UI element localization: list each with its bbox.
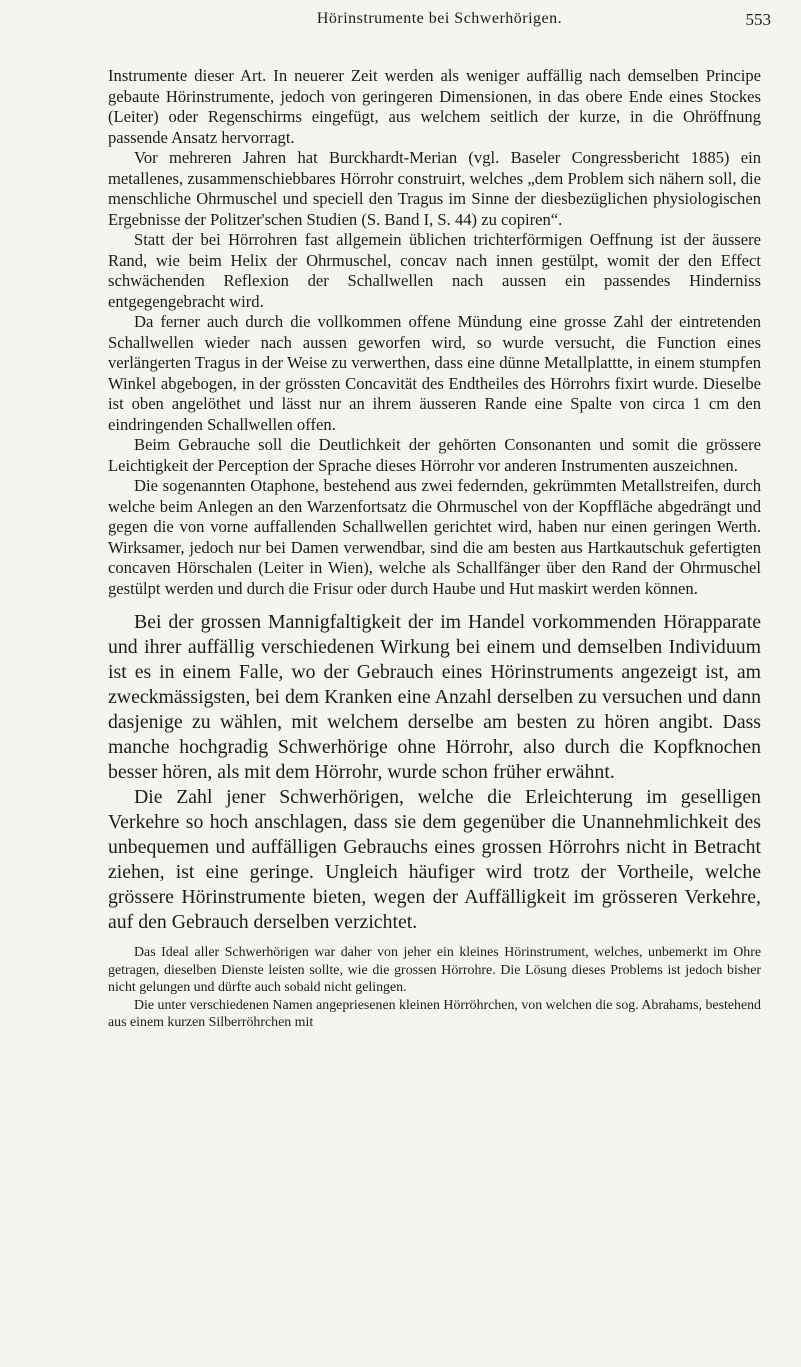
- running-title: Hörinstrumente bei Schwerhörigen.: [316, 10, 563, 27]
- running-header: [108, 10, 771, 34]
- paragraph: Die unter verschiedenen Namen angepriesenen kleinen Hörröhrchen, von welchen die sog. Abrahams, bestehend aus einem kurzen Silberröhrchen mit: [108, 997, 761, 1030]
- paragraph: Die Zahl jener Schwerhörigen, welche die Erleichterung im geselligen Verkehre so hoch anschlagen, dass sie dem gegenüber die Unannehmlichkeit des unbequemen und auffälligen Gebrauchs eines grossen Hörrohrs nicht in Betracht ziehen, ist eine geringe. Ungleich häufiger wird trotz der Vortheile, welche grössere Hörinstrumente bieten, wegen der Auffälligkeit im grösseren Verkehre, auf den Gebrauch derselben verzichtet.: [108, 786, 761, 933]
- paragraph: Instrumente dieser Art. In neuerer Zeit werden als weniger auffällig nach demselben Principe gebaute Hörinstrumente, jedoch von geringeren Dimensionen, in das obere Ende eines Stockes (Leiter) oder Regenschirms eingefügt, aus welchem seitlich der kurze, in die Ohröffnung passende Ansatz hervorragt.: [108, 66, 761, 147]
- section-small-print: [108, 66, 761, 599]
- body-text: [108, 66, 761, 1032]
- paragraph: Vor mehreren Jahren hat Burckhardt-Merian (vgl. Baseler Congressbericht 1885) ein metallenes, zusammenschiebbares Hörrohr construirt, welches „dem Problem sich nähern soll, die menschliche Ohrmuschel und speciell den Tragus im Sinne der diesbezüglichen physiologischen Ergebnisse der Politzer'schen Studien (S. Band I, S. 44) zu copiren“.: [108, 148, 761, 229]
- paragraph: Bei der grossen Mannigfaltigkeit der im Handel vorkommenden Hörapparate und ihrer auffällig verschiedenen Wirkung bei einem und demselben Individuum ist es in einem Falle, wo der Gebrauch eines Hörinstruments angezeigt ist, am zweckmässigsten, bei dem Kranken eine Anzahl derselben zu versuchen und dann dasjenige zu wählen, mit welchem derselbe am besten zu hören angibt. Dass manche hochgradig Schwerhörige ohne Hörrohr, also durch die Kopfknochen besser hören, als mit dem Hörrohr, wurde schon früher erwähnt.: [108, 611, 761, 783]
- page-number: 553: [745, 10, 771, 29]
- section-bottom-small-print: [108, 944, 761, 1032]
- paragraph: Das Ideal aller Schwerhörigen war daher von jeher ein kleines Hörinstrument, welches, unbemerkt im Ohre getragen, dieselben Dienste leisten sollte, wie die grossen Hörrohre. Die Lösung dieses Problems ist jedoch bisher nicht gelungen und dürfte auch sobald nicht gelingen.: [108, 945, 761, 995]
- paragraph: Die sogenannten Otaphone, bestehend aus zwei federnden, gekrümmten Metallstreifen, durch welche beim Anlegen an den Warzenfortsatz die Ohrmuschel von der Kopffläche abgedrängt und gegen die von vorne auffallenden Schallwellen gerichtet wird, haben nur einen geringen Werth. Wirksamer, jedoch nur bei Damen verwendbar, sind die am besten aus Hartkautschuk gefertigten concaven Hörschalen (Leiter in Wien), welche als Schallfänger über den Rand der Ohrmuschel gestülpt werden und durch die Frisur oder durch Haube und Hut maskirt werden können.: [108, 476, 761, 598]
- paragraph: Beim Gebrauche soll die Deutlichkeit der gehörten Consonanten und somit die grössere Leichtigkeit der Perception der Sprache dieses Hörrohr vor anderen Instrumenten auszeichnen.: [108, 435, 761, 475]
- section-large-print: [108, 610, 761, 935]
- paragraph: Statt der bei Hörrohren fast allgemein üblichen trichterförmigen Oeffnung ist der äussere Rand, wie beim Helix der Ohrmuschel, concav nach innen gestülpt, womit der den Effect schwächenden Reflexion der Schallwellen nach aussen ein passendes Hinderniss entgegengebracht wird.: [108, 230, 761, 311]
- paragraph: Da ferner auch durch die vollkommen offene Mündung eine grosse Zahl der eintretenden Schallwellen wieder nach aussen geworfen wird, so wurde versucht, die Function eines verlängerten Tragus in der Weise zu verwerthen, dass eine dünne Metallplattte, in einem stumpfen Winkel abgebogen, in der grössten Concavität des Endtheiles des Hörrohrs fixirt wurde. Dieselbe ist oben angelöthet und lässt nur an ihrem äusseren Rande eine Spalte von circa 1 cm den eindringenden Schallwellen offen.: [108, 312, 761, 434]
